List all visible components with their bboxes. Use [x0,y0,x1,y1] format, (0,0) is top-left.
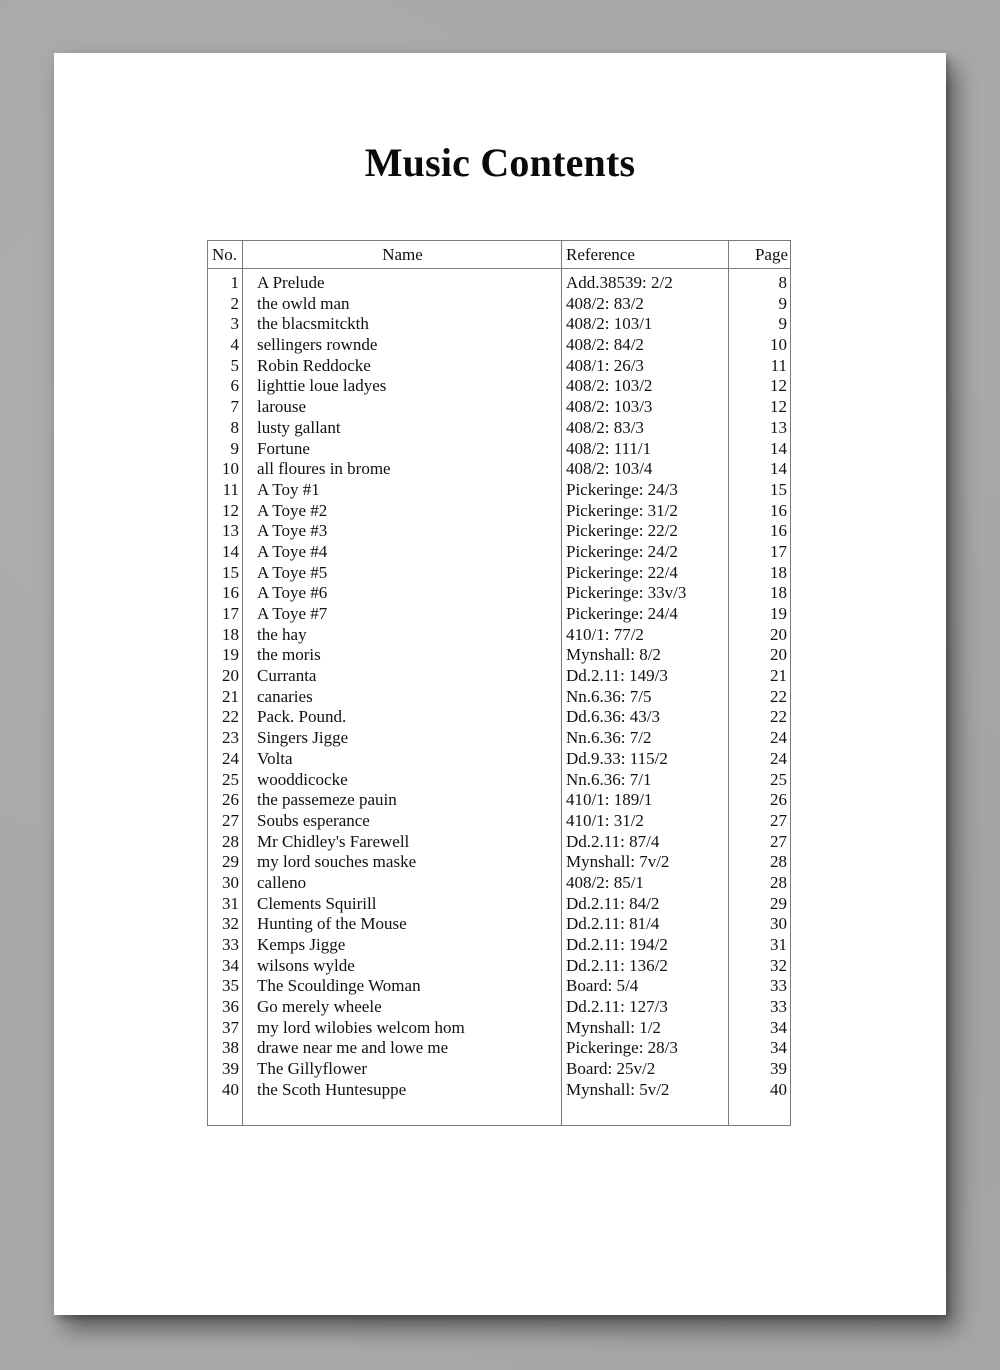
row-number: 13 [222,521,239,541]
table-row [208,273,790,294]
table-row [208,976,790,997]
table-row [208,1059,790,1080]
row-name: sellingers rownde [257,335,378,355]
row-page: 22 [770,686,787,706]
row-number: 8 [230,417,239,437]
row-page: 27 [770,810,787,830]
row-name: Singers Jigge [257,728,349,748]
row-reference: Pickeringe: 31/2 [566,500,678,520]
row-number: 27 [222,810,239,830]
table-row [208,956,790,977]
table-row [208,542,790,563]
row-page: 8 [778,273,787,292]
row-reference: 410/1: 77/2 [566,624,644,644]
table-row [208,604,790,625]
table-row [208,397,790,418]
table-row [208,728,790,749]
row-reference: Pickeringe: 28/3 [566,1038,678,1058]
row-page: 9 [778,314,787,334]
row-name: canaries [257,686,313,706]
row-number: 40 [222,1079,239,1099]
table-row [208,418,790,439]
header-name: Name [382,245,423,264]
table-row [208,770,790,791]
table-row [208,459,790,480]
row-number: 22 [222,707,239,727]
row-name: A Prelude [257,273,325,292]
row-number: 24 [222,748,239,768]
row-reference: Mynshall: 1/2 [566,1017,661,1037]
row-reference: 408/2: 103/3 [566,397,653,417]
row-number: 37 [222,1017,239,1037]
row-name: A Toye #7 [257,604,328,623]
row-number: 12 [222,500,239,520]
row-reference: Pickeringe: 22/2 [566,521,678,541]
row-reference: Mynshall: 5v/2 [566,1079,670,1099]
table-row [208,480,790,501]
document-page [54,53,946,1315]
row-page: 33 [770,997,787,1017]
row-name: my lord souches maske [257,852,417,872]
table-row [208,707,790,728]
table-row [208,687,790,708]
row-page: 31 [770,935,787,954]
row-page: 28 [770,852,787,872]
row-page: 18 [770,562,787,582]
row-reference: Dd.2.11: 136/2 [566,955,668,975]
row-number: 38 [222,1038,239,1058]
row-number: 25 [222,769,239,789]
row-page: 24 [770,728,787,748]
row-number: 1 [230,273,239,292]
row-name: my lord wilobies welcom hom [257,1017,465,1037]
row-reference: 408/2: 84/2 [566,335,644,355]
row-page: 9 [778,293,787,313]
row-reference: Dd.2.11: 127/3 [566,997,668,1017]
row-page: 14 [770,438,787,458]
row-page: 39 [770,1059,787,1079]
row-number: 16 [222,583,239,603]
row-page: 40 [770,1079,787,1099]
table-row [208,873,790,894]
row-number: 6 [230,376,239,396]
row-page: 34 [770,1038,787,1058]
row-reference: Add.38539: 2/2 [566,273,673,292]
row-page: 33 [770,976,787,996]
row-page: 12 [770,376,787,396]
row-number: 4 [230,335,239,355]
header-rule [208,268,790,269]
row-page: 19 [770,604,787,623]
row-number: 5 [230,355,239,375]
row-reference: Dd.6.36: 43/3 [566,707,660,727]
row-page: 14 [770,459,787,479]
row-number: 30 [222,872,239,892]
row-number: 17 [222,604,239,623]
row-reference: 408/2: 103/1 [566,314,653,334]
row-reference: Dd.2.11: 149/3 [566,666,668,686]
row-name: Kemps Jigge [257,935,346,954]
row-reference: Pickeringe: 24/4 [566,604,678,623]
row-page: 25 [770,769,787,789]
row-reference: 408/2: 103/4 [566,459,653,479]
row-page: 10 [770,335,787,355]
row-name: Go merely wheele [257,997,382,1017]
row-reference: 408/2: 111/1 [566,438,652,458]
row-name: Pack. Pound. [257,707,347,727]
row-name: all floures in brome [257,459,391,479]
row-page: 13 [770,417,787,437]
row-number: 14 [222,541,239,561]
row-page: 29 [770,893,787,913]
row-reference: Dd.2.11: 81/4 [566,914,660,934]
row-reference: Dd.2.11: 87/4 [566,831,660,851]
row-number: 34 [222,955,239,975]
table-row [208,501,790,522]
row-page: 34 [770,1017,787,1037]
table-row [208,625,790,646]
row-reference: Pickeringe: 22/4 [566,562,678,582]
row-reference: Pickeringe: 33v/3 [566,583,687,603]
row-number: 21 [222,686,239,706]
table-row [208,1080,790,1101]
row-page: 18 [770,583,787,603]
table-row [208,749,790,770]
table-row [208,1018,790,1039]
row-number: 39 [222,1059,239,1079]
table-row [208,832,790,853]
row-name: Soubs esperance [257,810,370,830]
header-no: No. [212,245,238,264]
row-reference: Nn.6.36: 7/1 [566,769,652,789]
row-page: 28 [770,872,787,892]
row-name: the owld man [257,293,350,313]
row-reference: 408/2: 83/3 [566,417,644,437]
row-name: the passemeze pauin [257,790,397,810]
row-number: 29 [222,852,239,872]
row-number: 2 [230,293,239,313]
table-row [208,439,790,460]
row-name: A Toye #5 [257,562,328,582]
row-number: 32 [222,914,239,934]
row-name: lighttie loue ladyes [257,376,387,396]
row-name: Clements Squirill [257,893,377,913]
row-number: 31 [222,893,239,913]
row-number: 7 [230,397,239,417]
row-page: 11 [770,355,787,375]
header-reference: Reference [566,245,635,264]
row-page: 17 [770,541,787,561]
row-name: larouse [257,397,307,417]
row-name: drawe near me and lowe me [257,1038,449,1058]
table-row [208,563,790,584]
row-number: 23 [222,728,239,748]
row-reference: 408/2: 85/1 [566,872,644,892]
table-row [208,935,790,956]
table-row [208,811,790,832]
row-name: A Toye #2 [257,500,328,520]
row-reference: 410/1: 189/1 [566,790,653,810]
contents-table [207,240,791,1126]
row-number: 33 [222,935,239,954]
table-row [208,521,790,542]
row-reference: Pickeringe: 24/2 [566,541,678,561]
table-row [208,294,790,315]
row-reference: Pickeringe: 24/3 [566,479,678,499]
row-reference: 408/2: 83/2 [566,293,644,313]
row-page: 16 [770,500,787,520]
row-page: 16 [770,521,787,541]
row-page: 15 [770,479,787,499]
row-name: The Gillyflower [257,1059,367,1079]
row-page: 20 [770,624,787,644]
row-reference: 410/1: 31/2 [566,810,644,830]
row-number: 18 [222,624,239,644]
row-name: Curranta [257,666,317,686]
table-row [208,894,790,915]
row-reference: Board: 5/4 [566,976,639,996]
row-number: 36 [222,997,239,1017]
row-number: 20 [222,666,239,686]
row-name: A Toy #1 [257,479,320,499]
row-name: the moris [257,645,321,665]
row-page: 32 [770,955,787,975]
table-row [208,335,790,356]
header-page: Page [754,245,788,264]
table-row [208,356,790,377]
row-reference: Board: 25v/2 [566,1059,656,1079]
row-page: 21 [770,666,787,686]
row-name: lusty gallant [257,417,341,437]
table-row [208,790,790,811]
row-name: the hay [257,624,307,644]
row-name: calleno [257,872,307,892]
row-page: 27 [770,831,787,851]
row-name: wooddicocke [257,769,348,789]
row-reference: Dd.2.11: 194/2 [566,935,668,954]
row-name: the blacsmitckth [257,314,369,334]
row-page: 22 [770,707,787,727]
table-row [208,914,790,935]
row-name: Fortune [257,438,310,458]
row-reference: Nn.6.36: 7/2 [566,728,652,748]
row-number: 35 [222,976,239,996]
row-name: A Toye #3 [257,521,328,541]
row-number: 10 [222,459,239,479]
row-page: 24 [770,748,787,768]
row-reference: Nn.6.36: 7/5 [566,686,652,706]
row-page: 12 [770,397,787,417]
row-reference: Dd.2.11: 84/2 [566,893,660,913]
table-row [208,583,790,604]
table-row [208,666,790,687]
row-number: 9 [230,438,239,458]
row-name: the Scoth Huntesuppe [257,1079,407,1099]
table-row [208,852,790,873]
row-number: 26 [222,790,239,810]
row-name: Mr Chidley's Farewell [257,831,410,851]
row-number: 3 [230,314,239,334]
row-name: A Toye #4 [257,541,328,561]
row-reference: Mynshall: 7v/2 [566,852,670,872]
row-reference: Mynshall: 8/2 [566,645,661,665]
row-name: Hunting of the Mouse [257,914,407,934]
row-name: Volta [257,748,293,768]
table-body [208,273,790,1101]
row-name: The Scouldinge Woman [257,976,421,996]
row-reference: 408/1: 26/3 [566,355,644,375]
table-row [208,314,790,335]
row-page: 26 [770,790,787,810]
row-number: 11 [222,479,239,499]
row-reference: 408/2: 103/2 [566,376,653,396]
row-name: wilsons wylde [257,955,355,975]
row-number: 19 [222,645,239,665]
table-row [208,645,790,666]
row-name: Robin Reddocke [257,355,371,375]
row-name: A Toye #6 [257,583,328,603]
row-reference: Dd.9.33: 115/2 [566,748,668,768]
row-page: 20 [770,645,787,665]
table-row [208,997,790,1018]
row-number: 15 [222,562,239,582]
table-row [208,376,790,397]
page-title: Music Contents [364,140,636,185]
table-row [208,1038,790,1059]
row-number: 28 [222,831,239,851]
row-page: 30 [770,914,787,934]
